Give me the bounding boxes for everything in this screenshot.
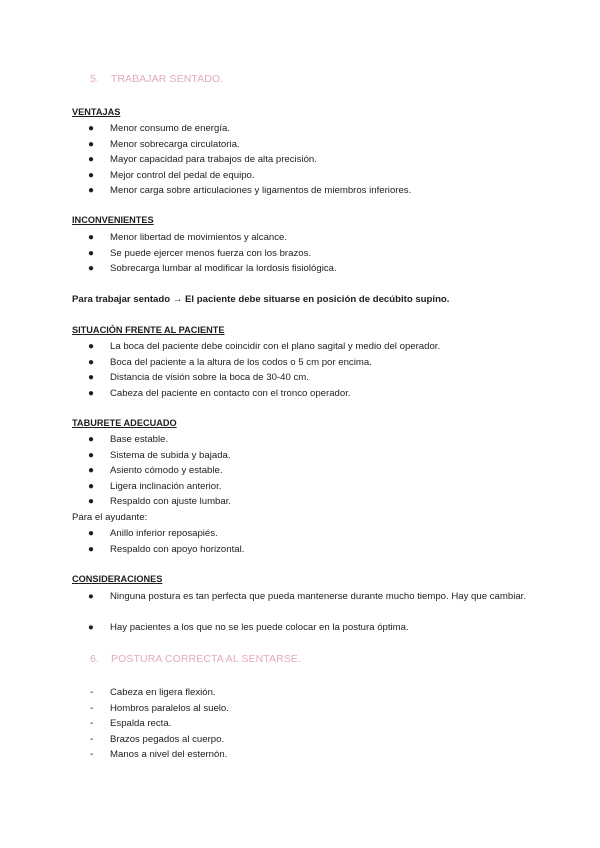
consideraciones-item-2: Hay pacientes a los que no se les puede colocar en la postura óptima. <box>110 622 409 633</box>
bullet-icon: ● <box>88 263 95 274</box>
ayudante-label: Para el ayudante: <box>72 512 148 523</box>
situacion-heading: SITUACIÓN FRENTE AL PACIENTE <box>72 325 225 335</box>
list-item: - Hombros paralelos al suelo. <box>0 701 530 717</box>
list-item: ● Menor consumo de energía. <box>0 121 530 137</box>
list-item: ● Menor sobrecarga circulatoria. <box>0 137 530 153</box>
list-item: ● Sobrecarga lumbar al modificar la lordosis fisiológica. <box>0 261 530 277</box>
section-number: 6. <box>90 653 99 665</box>
list-item: ● Mejor control del pedal de equipo. <box>0 168 530 184</box>
dash-icon: - <box>90 687 94 698</box>
bullet-icon: ● <box>88 232 95 243</box>
list-item: ● Base estable. <box>0 432 530 448</box>
consideraciones-item-1: Ninguna postura es tan perfecta que pueda mantenerse durante mucho tiempo. Hay que cambiar. <box>110 591 526 602</box>
ventajas-heading: VENTAJAS <box>72 107 121 117</box>
bullet-icon: ● <box>88 543 95 555</box>
bullet-icon: ● <box>88 169 95 181</box>
bullet-icon: ● <box>88 123 95 134</box>
list-item: ● Se puede ejercer menos fuerza con los brazos. <box>0 246 530 262</box>
section-6-title <box>90 653 301 665</box>
bullet-icon: ● <box>88 341 95 352</box>
list-item: ● Asiento cómodo y estable. <box>0 463 530 479</box>
bullet-icon: ● <box>88 185 95 196</box>
list-item: - Espalda recta. <box>0 716 530 732</box>
section-number: 5. <box>90 73 99 85</box>
bullet-icon: ● <box>88 449 95 461</box>
list-item: ● Respaldo con apoyo horizontal. <box>0 542 530 558</box>
bullet-icon: ● <box>88 247 95 259</box>
list-item: ● Distancia de visión sobre la boca de 30-40 cm. <box>0 370 530 386</box>
section-5-title <box>90 73 223 85</box>
dash-icon: - <box>90 733 94 745</box>
bullet-icon: ● <box>88 387 95 399</box>
dash-icon: - <box>90 718 94 729</box>
bullet-icon: ● <box>88 591 94 602</box>
bullet-icon: ● <box>88 372 95 383</box>
list-item: ● Sistema de subida y bajada. <box>0 448 530 464</box>
bullet-icon: ● <box>88 154 95 165</box>
bullet-icon: ● <box>88 138 95 150</box>
inconvenientes-list <box>0 230 530 277</box>
bullet-icon: ● <box>88 622 94 633</box>
section-title-text: POSTURA CORRECTA AL SENTARSE. <box>111 653 302 665</box>
list-item: ● Menor carga sobre articulaciones y ligamentos de miembros inferiores. <box>0 183 530 199</box>
section-title-text: TRABAJAR SENTADO. <box>110 73 224 85</box>
bullet-icon: ● <box>88 528 95 539</box>
list-item: - Cabeza en ligera flexión. <box>0 685 530 701</box>
list-item: ● Mayor capacidad para trabajos de alta precisión. <box>0 152 530 168</box>
postura-list <box>0 685 530 763</box>
consideraciones-heading: CONSIDERACIONES <box>72 574 163 584</box>
list-item: ● Ligera inclinación anterior. <box>0 479 530 495</box>
list-item: ● Menor libertad de movimientos y alcance. <box>0 230 530 246</box>
list-item: ● Respaldo con ajuste lumbar. <box>0 494 530 510</box>
bullet-icon: ● <box>88 356 95 368</box>
bullet-icon: ● <box>88 480 95 492</box>
list-item: - Manos a nivel del esternón. <box>0 747 530 763</box>
list-item: - Brazos pegados al cuerpo. <box>0 732 530 748</box>
bullet-icon: ● <box>88 465 95 476</box>
taburete-heading: TABURETE ADECUADO <box>72 418 177 428</box>
ayudante-list <box>0 526 530 557</box>
situacion-list <box>0 339 530 401</box>
dash-icon: - <box>90 702 94 714</box>
bullet-icon: ● <box>88 434 95 445</box>
list-item: ● Boca del paciente a la altura de los codos o 5 cm por encima. <box>0 355 530 371</box>
list-item: ● La boca del paciente debe coincidir con el plano sagital y medio del operador. <box>0 339 530 355</box>
inconvenientes-heading: INCONVENIENTES <box>72 215 154 225</box>
note-text: Para trabajar sentado → El paciente debe situarse en posición de decúbito supino. <box>72 294 450 305</box>
bullet-icon: ● <box>88 496 95 507</box>
list-item: ● Cabeza del paciente en contacto con el tronco operador. <box>0 386 530 402</box>
list-item: ● Anillo inferior reposapiés. <box>0 526 530 542</box>
taburete-list <box>0 432 530 510</box>
ventajas-list <box>0 121 530 199</box>
dash-icon: - <box>90 749 94 760</box>
